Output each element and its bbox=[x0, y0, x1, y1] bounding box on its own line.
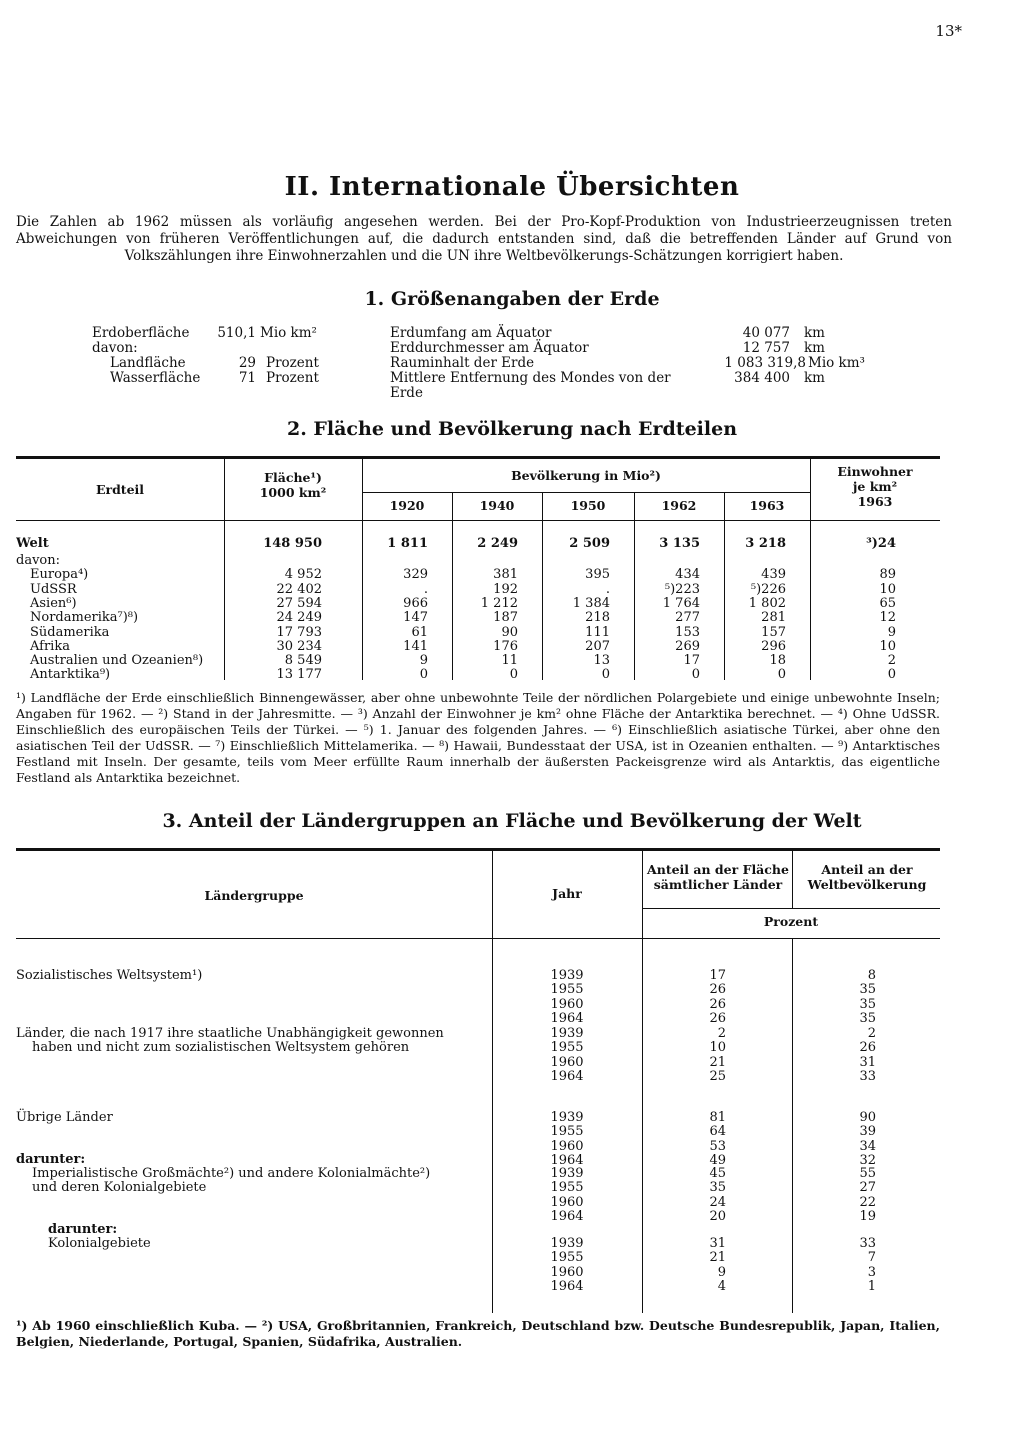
flaeche-cell: 10 bbox=[709, 1040, 726, 1056]
table-cell: 2 509 bbox=[569, 536, 610, 551]
table-cell: 30 234 bbox=[276, 638, 322, 654]
row-label: Mittlere Entfernung des Mondes von der Erde bbox=[390, 370, 671, 401]
table-cell: 277 bbox=[675, 610, 700, 626]
table-row bbox=[16, 553, 940, 568]
row-unit: Mio km³ bbox=[808, 355, 865, 371]
bevoelkerung-cell: 22 bbox=[859, 1194, 876, 1210]
earth-right-row bbox=[390, 356, 890, 371]
row-unit: km bbox=[804, 340, 825, 356]
bevoelkerung-cell: 26 bbox=[859, 1040, 876, 1056]
earth-left-row bbox=[92, 356, 332, 371]
flaeche-cell: 49 bbox=[709, 1152, 726, 1168]
row-label: Afrika bbox=[30, 638, 70, 654]
section-2-title: 2. Fläche und Bevölkerung nach Erdteilen bbox=[286, 418, 738, 440]
table-cell: 439 bbox=[761, 567, 786, 583]
row-label: Landfläche bbox=[110, 355, 186, 371]
group-label: Länder, die nach 1917 ihre staatliche Unabhängigkeit gewonnen bbox=[16, 1026, 444, 1041]
year-cell: 1939 bbox=[550, 968, 584, 983]
year-cell: 1964 bbox=[550, 1208, 584, 1224]
row-value: 12 757 bbox=[742, 340, 790, 356]
table-cell: 269 bbox=[675, 638, 700, 654]
earth-left-row bbox=[92, 326, 332, 341]
table3-header-rule bbox=[642, 908, 940, 909]
table-cell: 0 bbox=[887, 667, 896, 683]
row-label: davon: bbox=[16, 553, 60, 568]
year-cell: 1955 bbox=[550, 982, 584, 998]
flaeche-cell: 45 bbox=[709, 1166, 726, 1181]
bevoelkerung-cell: 35 bbox=[859, 1010, 876, 1026]
header-anteil-flaeche: Anteil an der Fläche sämtlicher Länder bbox=[647, 862, 789, 892]
table-cell: 17 793 bbox=[276, 624, 322, 640]
bevoelkerung-cell: 33 bbox=[859, 1236, 876, 1251]
bevoelkerung-cell: 34 bbox=[859, 1138, 876, 1154]
bevoelkerung-cell: 19 bbox=[859, 1208, 876, 1224]
header-flaeche-line2: 1000 km² bbox=[259, 485, 327, 500]
year-header: 1940 bbox=[479, 498, 515, 513]
table-cell: 176 bbox=[493, 638, 518, 654]
flaeche-cell: 21 bbox=[709, 1250, 726, 1266]
table-cell: 296 bbox=[761, 638, 786, 654]
row-unit: km bbox=[804, 325, 825, 341]
header-einwohner-line2: je km² bbox=[852, 479, 898, 494]
table-cell: 1 384 bbox=[572, 595, 610, 611]
header-anteil-bevoelkerung: Anteil an der Weltbevölkerung bbox=[807, 862, 927, 892]
bevoelkerung-cell: 33 bbox=[859, 1068, 876, 1084]
flaeche-cell: 35 bbox=[709, 1180, 726, 1196]
year-cell: 1964 bbox=[550, 1278, 584, 1294]
table-cell: 0 bbox=[601, 667, 610, 683]
table-cell: 148 950 bbox=[263, 536, 322, 551]
table-row bbox=[16, 653, 940, 668]
bevoelkerung-cell: 90 bbox=[859, 1110, 876, 1125]
year-cell: 1960 bbox=[550, 1194, 584, 1210]
table-cell: 12 bbox=[879, 610, 896, 626]
table-row bbox=[16, 639, 940, 654]
bevoelkerung-cell: 31 bbox=[859, 1054, 876, 1070]
table-cell: 2 249 bbox=[477, 536, 518, 551]
row-value: 40 077 bbox=[742, 325, 790, 341]
row-label: Wasserfläche bbox=[110, 370, 201, 386]
table-cell: 218 bbox=[585, 610, 610, 626]
table-cell: 281 bbox=[761, 610, 786, 626]
table-cell: 8 549 bbox=[284, 653, 322, 669]
table2-footnote: ¹) Landfläche der Erde einschließlich Binnengewässer, aber ohne unbewohnte Teile der nördlichen Polargebiete und einige unbewohnte Inseln; Angaben für 1962. — ²) Stand in der Jahresmitte. — ³) Anzahl der Einwohner je km² ohne Fläche der Antarktika berechnet. — ⁴) Ohne UdSSR. Einschließlich des europäischen Teils der Türkei. — ⁵) 1. Januar des folgenden Jahres. — ⁶) Einschließlich asiatische Türkei, aber ohne den asiatischen Teil der UdSSR. — ⁷) Einschließlich Mittelamerika. — ⁸) Hawaii, Bundesstaat der USA, ist in Ozeanien enthalten. — ⁹) Antarktisches Festland mit Inseln. Der gesamte, teils vom Meer erfüllte Raum innerhalb der äußersten Packeisgrenze wird als Antarktis, das eigentliche Festland als Antarktika bezeichnet. bbox=[16, 690, 940, 785]
year-cell: 1960 bbox=[550, 1138, 584, 1154]
bevoelkerung-cell: 35 bbox=[859, 996, 876, 1012]
table2-header-rule bbox=[16, 520, 940, 521]
flaeche-cell: 4 bbox=[717, 1278, 726, 1294]
table-cell: ³)24 bbox=[866, 536, 896, 551]
table3-vline bbox=[792, 851, 793, 908]
year-cell: 1939 bbox=[550, 1110, 584, 1125]
earth-right-row bbox=[390, 341, 890, 356]
table-cell: 0 bbox=[777, 667, 786, 683]
table-cell: 0 bbox=[509, 667, 518, 683]
year-header: 1950 bbox=[570, 498, 606, 513]
bevoelkerung-cell: 35 bbox=[859, 982, 876, 998]
table-row bbox=[16, 536, 940, 551]
table-row bbox=[16, 582, 940, 597]
bevoelkerung-cell: 39 bbox=[859, 1124, 876, 1140]
flaeche-cell: 81 bbox=[709, 1110, 726, 1125]
table-cell: 3 218 bbox=[745, 536, 786, 551]
group-label: haben und nicht zum sozialistischen Weltsystem gehören bbox=[32, 1040, 410, 1056]
bevoelkerung-cell: 1 bbox=[867, 1278, 876, 1294]
flaeche-cell: 17 bbox=[709, 968, 726, 983]
table-cell: 24 249 bbox=[276, 610, 322, 626]
header-laendergruppe: Ländergruppe bbox=[204, 888, 304, 903]
table3-footnote: ¹) Ab 1960 einschließlich Kuba. — ²) USA, Großbritannien, Frankreich, Deutschland bzw. Deutsche Bundesrepublik, Japan, Italien, Belgien, Niederlande, Portugal, Spanien, Südafrika, Australien. bbox=[16, 1318, 940, 1349]
group-prefix: darunter: bbox=[48, 1222, 118, 1237]
table-cell: 157 bbox=[761, 624, 786, 640]
table-row bbox=[16, 567, 940, 582]
year-cell: 1955 bbox=[550, 1250, 584, 1266]
table-cell: 2 bbox=[887, 653, 896, 669]
table-cell: . bbox=[423, 581, 428, 597]
table-row bbox=[16, 610, 940, 625]
table-cell: 187 bbox=[493, 610, 518, 626]
header-einwohner-line1: Einwohner bbox=[837, 464, 913, 479]
table-cell: ⁵)223 bbox=[664, 581, 700, 597]
table-cell: 381 bbox=[493, 567, 518, 583]
table-cell: 1 212 bbox=[480, 595, 518, 611]
table-cell: . bbox=[605, 581, 610, 597]
year-cell: 1964 bbox=[550, 1152, 584, 1168]
group-label: Übrige Länder bbox=[16, 1110, 113, 1125]
group-label: Kolonialgebiete bbox=[48, 1236, 151, 1251]
earth-left-block bbox=[92, 326, 332, 386]
page-number: 13* bbox=[935, 22, 962, 40]
row-label: Europa⁴) bbox=[30, 567, 89, 583]
year-cell: 1955 bbox=[550, 1040, 584, 1056]
table-cell: ⁵)226 bbox=[750, 581, 786, 597]
row-unit: Mio km² bbox=[260, 325, 317, 341]
year-cell: 1939 bbox=[550, 1166, 584, 1181]
row-label: Nordamerika⁷)⁸) bbox=[30, 610, 139, 626]
row-label: Erdoberfläche bbox=[92, 325, 190, 341]
year-cell: 1955 bbox=[550, 1180, 584, 1196]
table-row bbox=[16, 596, 940, 611]
year-cell: 1960 bbox=[550, 1054, 584, 1070]
table-cell: 207 bbox=[585, 638, 610, 654]
table-cell: 10 bbox=[879, 581, 896, 597]
row-unit: Prozent bbox=[266, 370, 319, 386]
section-1-title: 1. Größenangaben der Erde bbox=[364, 288, 660, 310]
table-cell: 1 802 bbox=[748, 595, 786, 611]
earth-left-row bbox=[92, 341, 332, 356]
year-cell: 1939 bbox=[550, 1026, 584, 1041]
year-header: 1962 bbox=[661, 498, 697, 513]
year-cell: 1960 bbox=[550, 996, 584, 1012]
flaeche-cell: 53 bbox=[709, 1138, 726, 1154]
table3-top-rule bbox=[16, 848, 940, 851]
earth-right-row bbox=[390, 371, 890, 401]
table-cell: 192 bbox=[493, 581, 518, 597]
table-cell: 61 bbox=[411, 624, 428, 640]
header-einwohner bbox=[810, 464, 940, 509]
year-header: 1920 bbox=[389, 498, 425, 513]
flaeche-cell: 9 bbox=[717, 1264, 726, 1280]
row-label: Rauminhalt der Erde bbox=[390, 355, 535, 371]
group-prefix: darunter: bbox=[16, 1152, 86, 1167]
table-cell: 13 bbox=[593, 653, 610, 669]
header-bevoelkerung: Bevölkerung in Mio²) bbox=[511, 468, 661, 483]
header-flaeche-line1: Fläche¹) bbox=[264, 470, 322, 485]
flaeche-cell: 26 bbox=[709, 1010, 726, 1026]
row-label: UdSSR bbox=[30, 581, 77, 597]
table-row bbox=[16, 667, 940, 682]
flaeche-cell: 20 bbox=[709, 1208, 726, 1224]
row-value: 29 bbox=[238, 355, 256, 371]
table-cell: 10 bbox=[879, 638, 896, 654]
row-label: Südamerika bbox=[30, 624, 110, 640]
row-label: davon: bbox=[92, 340, 138, 356]
year-cell: 1964 bbox=[550, 1068, 584, 1084]
bevoelkerung-cell: 32 bbox=[859, 1152, 876, 1168]
group-label: Imperialistische Großmächte²) und andere Kolonialmächte²) bbox=[32, 1166, 431, 1181]
table-cell: 17 bbox=[683, 653, 700, 669]
year-header: 1963 bbox=[749, 498, 785, 513]
flaeche-cell: 26 bbox=[709, 996, 726, 1012]
header-flaeche bbox=[224, 470, 362, 500]
table-cell: 1 764 bbox=[662, 595, 700, 611]
table-cell: 4 952 bbox=[284, 567, 322, 583]
table-cell: 0 bbox=[419, 667, 428, 683]
row-value: 1 083 319,8 bbox=[724, 355, 806, 371]
row-label: Antarktika⁹) bbox=[30, 667, 111, 683]
earth-right-row bbox=[390, 326, 890, 341]
flaeche-cell: 26 bbox=[709, 982, 726, 998]
earth-left-row bbox=[92, 371, 332, 386]
table-cell: 27 594 bbox=[276, 595, 322, 611]
table-cell: 153 bbox=[675, 624, 700, 640]
bevoelkerung-cell: 7 bbox=[867, 1250, 876, 1266]
bevoelkerung-cell: 8 bbox=[867, 968, 876, 983]
header-erdteil: Erdteil bbox=[95, 482, 145, 497]
bevoelkerung-cell: 55 bbox=[859, 1166, 876, 1181]
header-einwohner-line3: 1963 bbox=[857, 494, 893, 509]
table3-header-bottom bbox=[16, 938, 940, 939]
year-cell: 1964 bbox=[550, 1010, 584, 1026]
table2-year-rule bbox=[362, 492, 810, 493]
table-cell: 3 135 bbox=[659, 536, 700, 551]
table-cell: 13 177 bbox=[276, 667, 322, 683]
table-cell: 147 bbox=[403, 610, 428, 626]
table-cell: 65 bbox=[879, 595, 896, 611]
section-3-title: 3. Anteil der Ländergruppen an Fläche und Bevölkerung der Welt bbox=[162, 810, 862, 832]
row-unit: Prozent bbox=[266, 355, 319, 371]
table-cell: 111 bbox=[585, 624, 610, 640]
flaeche-cell: 21 bbox=[709, 1054, 726, 1070]
table-cell: 434 bbox=[675, 567, 700, 583]
flaeche-cell: 31 bbox=[709, 1236, 726, 1251]
flaeche-cell: 2 bbox=[717, 1026, 726, 1041]
table2-top-rule bbox=[16, 456, 940, 459]
table-cell: 90 bbox=[501, 624, 518, 640]
table-cell: 9 bbox=[419, 653, 428, 669]
earth-right-block bbox=[390, 326, 890, 401]
flaeche-cell: 24 bbox=[709, 1194, 726, 1210]
table-cell: 329 bbox=[403, 567, 428, 583]
flaeche-cell: 64 bbox=[709, 1124, 726, 1140]
row-unit: km bbox=[804, 370, 825, 386]
header-prozent: Prozent bbox=[763, 914, 819, 929]
year-cell: 1939 bbox=[550, 1236, 584, 1251]
table-cell: 89 bbox=[879, 567, 896, 583]
table-cell: 395 bbox=[585, 567, 610, 583]
page-title: II. Internationale Übersichten bbox=[284, 172, 740, 202]
table-cell: 0 bbox=[691, 667, 700, 683]
table-cell: 18 bbox=[769, 653, 786, 669]
header-jahr: Jahr bbox=[552, 886, 582, 901]
group-label: und deren Kolonialgebiete bbox=[32, 1180, 207, 1196]
table-cell: 9 bbox=[887, 624, 896, 640]
row-label: Asien⁶) bbox=[30, 595, 77, 611]
table-cell: 1 811 bbox=[387, 536, 428, 551]
group-label: Sozialistisches Weltsystem¹) bbox=[16, 968, 203, 983]
year-cell: 1955 bbox=[550, 1124, 584, 1140]
intro-text: Die Zahlen ab 1962 müssen als vorläufig angesehen werden. Bei der Pro-Kopf-Produktion von Industrieerzeugnissen treten Abweichungen von früheren Veröffentlichungen auf, die dadurch entstanden sind, daß die betreffenden Länder auf Grund von Volkszählungen ihre Einwohnerzahlen und die UN ihre Weltbevölkerungs-Schätzungen korrigiert haben. bbox=[16, 214, 952, 264]
table-cell: 141 bbox=[403, 638, 428, 654]
row-label: Erdumfang am Äquator bbox=[390, 325, 552, 341]
row-label: Australien und Ozeanien⁸) bbox=[30, 653, 204, 669]
row-label: Erddurchmesser am Äquator bbox=[390, 340, 589, 356]
table-row bbox=[16, 625, 940, 640]
row-value: 510,1 bbox=[217, 325, 256, 341]
row-value: 384 400 bbox=[734, 370, 790, 386]
row-value: 71 bbox=[238, 370, 256, 386]
year-cell: 1960 bbox=[550, 1264, 584, 1280]
flaeche-cell: 25 bbox=[709, 1068, 726, 1084]
table-cell: 966 bbox=[403, 595, 428, 611]
row-label: Welt bbox=[16, 536, 49, 551]
bevoelkerung-cell: 27 bbox=[859, 1180, 876, 1196]
table-cell: 22 402 bbox=[276, 581, 322, 597]
bevoelkerung-cell: 2 bbox=[867, 1026, 876, 1041]
bevoelkerung-cell: 3 bbox=[867, 1264, 876, 1280]
table-cell: 11 bbox=[501, 653, 518, 669]
